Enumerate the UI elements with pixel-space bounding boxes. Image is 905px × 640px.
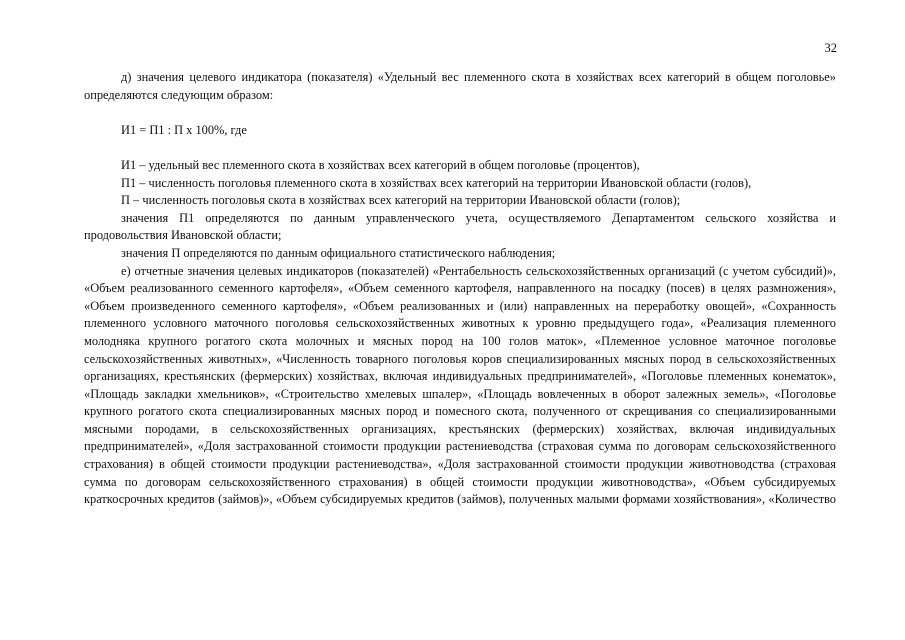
document-body [84, 69, 836, 509]
formula: И1 = П1 : П x 100%, где [121, 122, 247, 137]
paragraph-p-definition: П – численность поголовья скота в хозяйствах всех категорий на территории Ивановской области (голов); [121, 193, 681, 208]
paragraph-indicator-d: д) значения целевого индикатора (показателя) «Удельный вес племенного скота в хозяйствах всех категорий в общем поголовье» определяются следующим образом: [84, 70, 836, 102]
paragraph-p1-source: значения П1 определяются по данным управленческого учета, осуществляемого Департаментом сельского хозяйства и продовольствия Ивановской области; [84, 210, 836, 243]
paragraph-i1-definition: И1 – удельный вес племенного скота в хозяйствах всех категорий в общем поголовье (процентов), [121, 157, 640, 172]
paragraph-p1-definition: П1 – численность поголовья племенного скота в хозяйствах всех категорий на территории Ивановской области (голов), [121, 175, 752, 190]
paragraph-indicator-e: е) отчетные значения целевых индикаторов (показателей) «Рентабельность сельскохозяйственных организаций (с учетом субсидий)», «Объем реализованного семенного картофеля», «Объем семенного картофеля, направленного на посадку (посев) в целях размножения», «Объем произведенного семенного картофеля», «Объем реализованных и (или) направленных на переработку овощей», «Сохранность племенного условного маточного поголовья сельскохозяйственных животных к уровню предыдущего года», «Реализация племенного молодняка крупного рогатого скота молочных и мясных пород на 100 голов маток», «Племенное условное маточное поголовье сельскохозяйственных животных», «Численность товарного поголовья коров специализированных мясных пород в сельскохозяйственных организациях, крестьянских (фермерских) хозяйствах, включая индивидуальных предпринимателей», «Поголовье племенных конематок», «Площадь закладки хмельников», «Строительство хмелевых шпалер», «Площадь вовлеченных в оборот залежных земель», «Поголовье крупного рогатого скота специализированных мясных пород и помесного скота, полученного от скрещивания со специализированными мясными породами, в сельскохозяйственных организациях, крестьянских (фермерских) хозяйствах, включая индивидуальных предпринимателей», «Доля застрахованной стоимости продукции растениеводства (страховая сумма по договорам сельскохозяйственного страхования) в общей стоимости продукции растениеводства», «Доля застрахованной стоимости продукции животноводства (страховая сумма по договорам сельскохозяйственного страхования) в общей стоимости продукции животноводства», «Объем субсидируемых краткосрочных кредитов (займов)», «Объем субсидируемых кредитов (займов), полученных малыми формами хозяйствования», «Количество [84, 263, 836, 507]
page-number: 32 [824, 41, 837, 55]
paragraph-p-source: значения П определяются по данным официального статистического наблюдения; [121, 245, 556, 260]
